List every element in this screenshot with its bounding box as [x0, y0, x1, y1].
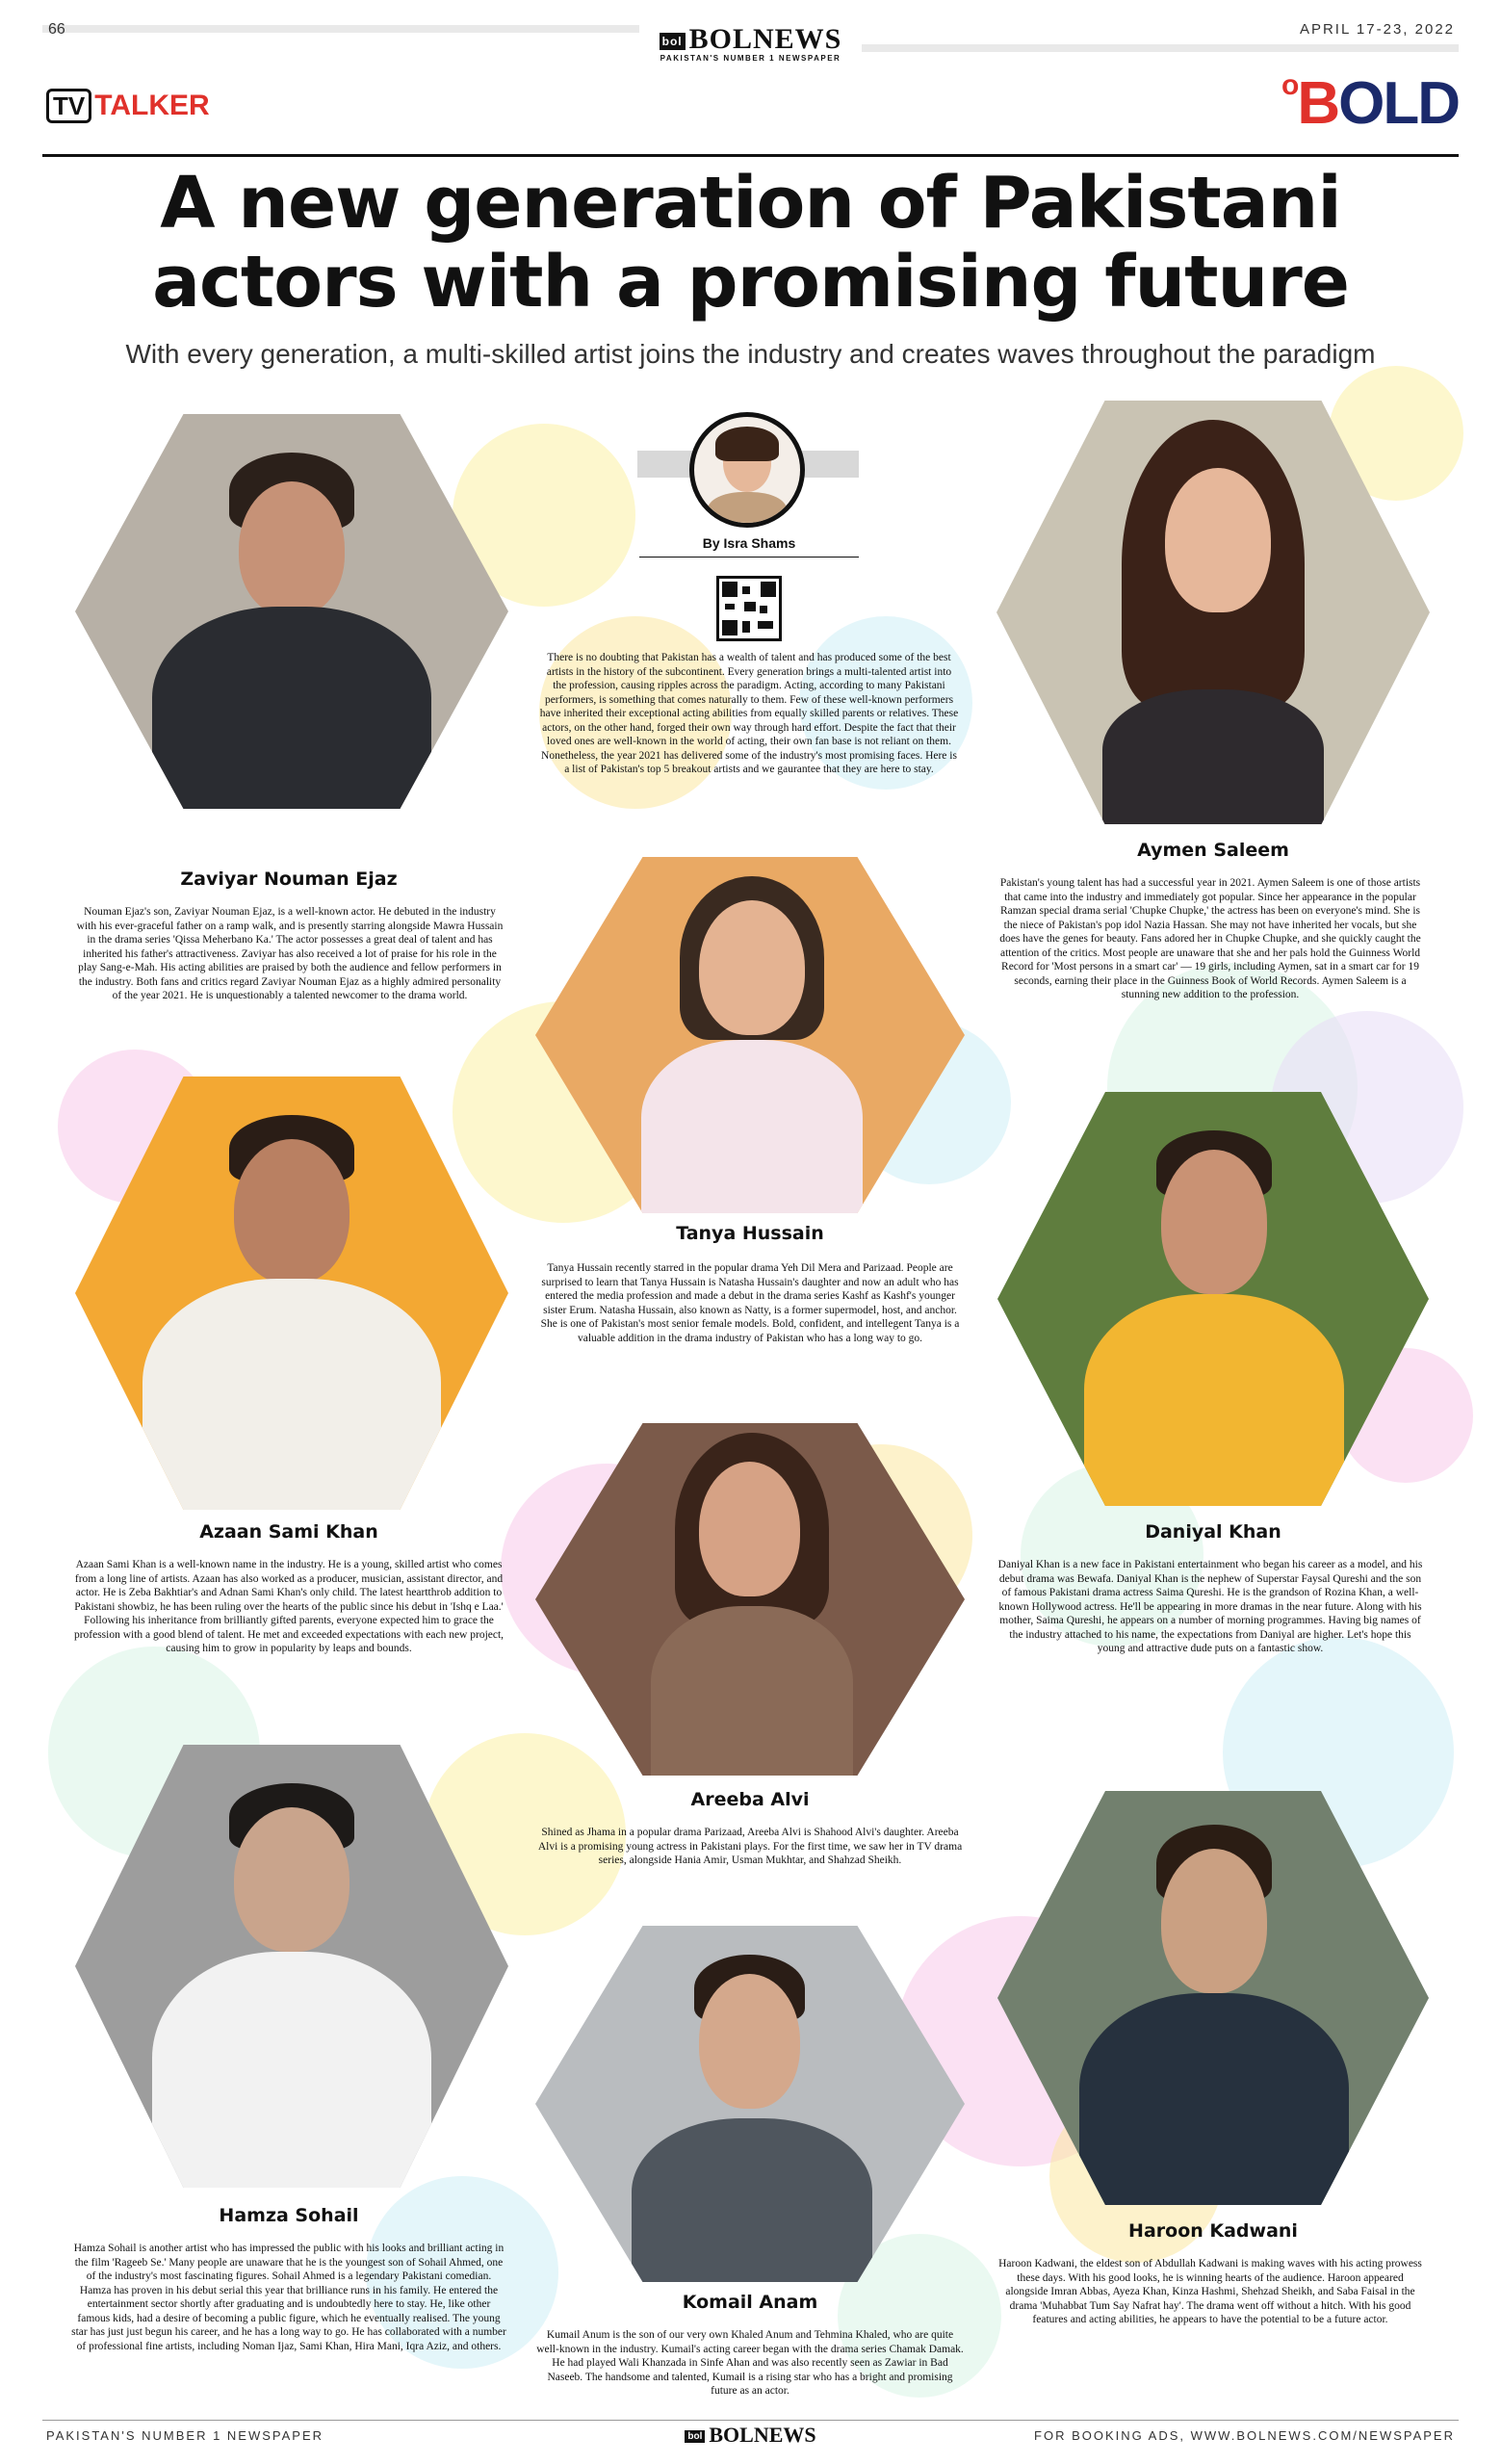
page-number: 66: [48, 21, 65, 38]
byline: By Isra Shams: [639, 535, 859, 558]
section-label: [46, 89, 210, 123]
header-rule: [42, 154, 1459, 157]
masthead-name: BOLNEWS: [688, 23, 842, 55]
intro-text: There is no doubting that Pakistan has a wealth of talent and has produced some of the best artists in the history of the subcontinent. Every generation brings a multi-talented artist into the profession, causing ripples across the paradigm. Acting, according to many Pakistani performers, is something that comes naturally to them. Few of these well-known performers have inherited their exceptional acting abilities from equally skilled parents or relatives. These actors, on the other hand, forged their own way through hard effort. Despite the fact that their loved ones are well-known in the world of acting, their own fan base is not reliant on them. Nonetheless, the year 2021 has delivered some of the industry's most promising faces. Here is a list of Pakistan's top 5 breakout artists and we gaurantee that they are here to stay.: [539, 652, 959, 775]
subtitle: With every generation, a multi-skilled artist joins the industry and creates waves throughout the paradigm: [125, 339, 1376, 369]
tv-icon: TV: [46, 89, 91, 123]
headline: [0, 164, 1501, 322]
name-areeba-alvi: Areeba Alvi: [690, 1789, 810, 1810]
issue-date: APRIL 17-23, 2022: [1299, 21, 1455, 38]
footer-bol-mark-icon: bol: [685, 2430, 705, 2443]
name-haroon-kadwani: Haroon Kadwani: [1128, 2220, 1298, 2242]
headline-line-1: A new generation of Pakistani: [160, 162, 1341, 245]
name-hamza-sohail: Hamza Sohail: [219, 2205, 359, 2226]
name-tanya-hussain: Tanya Hussain: [676, 1223, 824, 1244]
bio-azaan-sami-khan: Azaan Sami Khan is a well-known name in the industry. He is a young, skilled artist who comes from a long line of artists. Azaan has also worked as a producer, musician, assistant director, and actor. He is Zeba Bakhtiar's and Adnan Sami Khan's only child. The latest heartthrob addition to Pakistani showbiz, he has been ruling over the hearts of the public since his debut in 'Ishq e Laa.' Following his inheritance from brilliantly gifted parents, everyone expected him to grace the profession with a good blend of talent. He met and exceeded expectations with each new project, causing him to grow in popularity by leaps and bounds.: [73, 1559, 505, 1654]
footer-booking-link[interactable]: FOR BOOKING ADS, WWW.BOLNEWS.COM/NEWSPAPER: [1034, 2428, 1455, 2443]
bol-mark-icon: bol: [660, 33, 686, 50]
bio-zaviyar-nouman-ejaz: Nouman Ejaz's son, Zaviyar Nouman Ejaz, is a well-known actor. He debuted in the industry with his ever-graceful father on a ramp walk, and is presently starring alongside Mawra Hussain in the drama series 'Qissa Meherbano Ka.' The actor possesses a great deal of talent and has inherited his father's attractiveness. Zaviyar has also received a lot of praise for his role in the play Sang-e-Mah. His acting abilities are praised by both the audience and fellow performers in the industry. Both fans and critics regard Zaviyar Nouman Ejaz as a highly admired personality of the year 2021. He is unquestionably a talented newcomer to the drama world.: [76, 906, 504, 1001]
name-komail-anam: Komail Anam: [682, 2292, 818, 2313]
masthead-tagline: PAKISTAN'S NUMBER 1 NEWSPAPER: [660, 54, 841, 63]
name-zaviyar-nouman-ejaz: Zaviyar Nouman Ejaz: [180, 869, 398, 890]
footer-rule: [42, 2420, 1459, 2421]
bold-logo: [1281, 69, 1459, 138]
section-talker: TALKER: [94, 90, 210, 121]
bio-daniyal-khan: Daniyal Khan is a new face in Pakistani entertainment who began his career as a model, and his debut drama was Bewafa. Daniyal Khan is the nephew of Superstar Faysal Qureshi and the son of famous Pakistani drama actress Saima Qureshi. He is the grandson of Rozina Khan, a well-known Hollywood actress. He'll be appearing in more dramas in the near future. Along with his mother, Saima Qureshi, he appears on a number of morning programmes. Having big names of the industry attached to his name, the expectations from Daniyal are higher. Let's hope this young and attractive dude puts on a fantastic show.: [997, 1559, 1423, 1654]
qr-code-icon[interactable]: [716, 576, 782, 641]
bold-logo-o: o: [1281, 69, 1298, 101]
bio-tanya-hussain: Tanya Hussain recently starred in the popular drama Yeh Dil Mera and Parizaad. People are surprised to learn that Tanya Hussain is Natasha Hussain's daughter and now an adult who has entered the media profession and made a debut in the drama series Kashf as Kashf's younger sister Erum. Natasha Hussain, also known as Natty, is a former supermodel, host, and anchor. She is one of Pakistan's most senior female models. Bold, confident, and intellegent Tanya is a valuable addition in the drama industry of Pakistan who has a long way to go.: [540, 1262, 960, 1344]
footer-tagline: PAKISTAN'S NUMBER 1 NEWSPAPER: [46, 2428, 324, 2443]
bio-areeba-alvi: Shined as Jhama in a popular drama Parizaad, Areeba Alvi is Shahood Alvi's daughter. Areeba Alvi is a promising young actress in Pakistani plays. For the first time, we saw her in TV drama series, alongside Hania Amir, Usman Mukhtar, and Shahzad Sheikh.: [537, 1827, 963, 1866]
masthead: [0, 23, 1501, 63]
photo-zaviyar-nouman-ejaz: [75, 414, 508, 809]
bold-logo-rest: OLD: [1338, 70, 1459, 137]
bio-haroon-kadwani: Haroon Kadwani, the eldest son of Abdullah Kadwani is making waves with his acting prowess these days. With his good looks, he is winning hearts of the audience. Haroon appeared alongside Imran Abbas, Ayeza Khan, Kinza Hashmi, Shehzad Sheikh, and Saba Faisal in the drama 'Muhabbat Tum Say Nafrat hay'. The drama went off without a hitch. With his good features and acting abilities, he appears to have the potential to be a future actor.: [998, 2258, 1422, 2325]
name-aymen-saleem: Aymen Saleem: [1137, 840, 1289, 861]
name-azaan-sami-khan: Azaan Sami Khan: [199, 1521, 378, 1543]
name-daniyal-khan: Daniyal Khan: [1145, 1521, 1281, 1543]
masthead-logo: [0, 23, 1501, 56]
photo-komail-anam: [535, 1926, 965, 2282]
footer-logo-name: BOLNEWS: [709, 2423, 816, 2447]
author-avatar: [689, 412, 805, 528]
bio-komail-anam: Kumail Anum is the son of our very own Khaled Anum and Tehmina Khaled, who are quite well-known in the industry. Kumail's acting career began with the drama series Chamak Damak. He had played Wali Khanzada in Sinfe Ahan and was also recently seen as Zawiar in Bad Naseeb. The handsome and talented, Kumail is a rising star who has a bright and promising future as an actor.: [536, 2329, 964, 2397]
headline-line-2: actors with a promising future: [152, 241, 1349, 324]
bio-hamza-sohail: Hamza Sohail is another artist who has impressed the public with his looks and brilliant acting in the film 'Rageeb Se.' Many people are unaware that he is the youngest son of Sohail Ahmed, one of the industry's most fascinating figures. Sohail Ahmed is a legendary Pakistani comedian. Hamza has proven in his debut serial this year that brilliance runs in his family. He entered the entertainment sector shortly after graduating and is undoubtedly here to stay. He, like other famous kids, had a desire of becoming a public figure, which he eventually realised. The young star has just just begun his career, and he has a long way to go. He has collaborated with a number of professional fine artists, including Noman Ijaz, Sami Khan, Hira Mani, Iqra Aziz, and others.: [71, 2243, 506, 2352]
bio-aymen-saleem: Pakistan's young talent has had a successful year in 2021. Aymen Saleem is one of those artists that came into the industry and immediately got popular. Since her appearance in the popular Ramzan special drama serial 'Chupke Chupke,' the actress has been on everyone's mind. She is the niece of Pakistan's pop idol Nazia Hassan. She may not have inherited her vocals, but she does have the genes for beauty. Fans adored her in Chupke Chupke, and she quickly caught the attention of the critics. Most people are unaware that she and her pals hold the Guinness World Record for 'Most persons in a smart car' — 19 girls, including Aymen, sat in a smart car for 19 seconds, earning their place in the Guinness Book of World Records. Aymen Saleem is a stunning new addition to the profession.: [999, 877, 1421, 1000]
bold-logo-b: B: [1297, 70, 1339, 137]
